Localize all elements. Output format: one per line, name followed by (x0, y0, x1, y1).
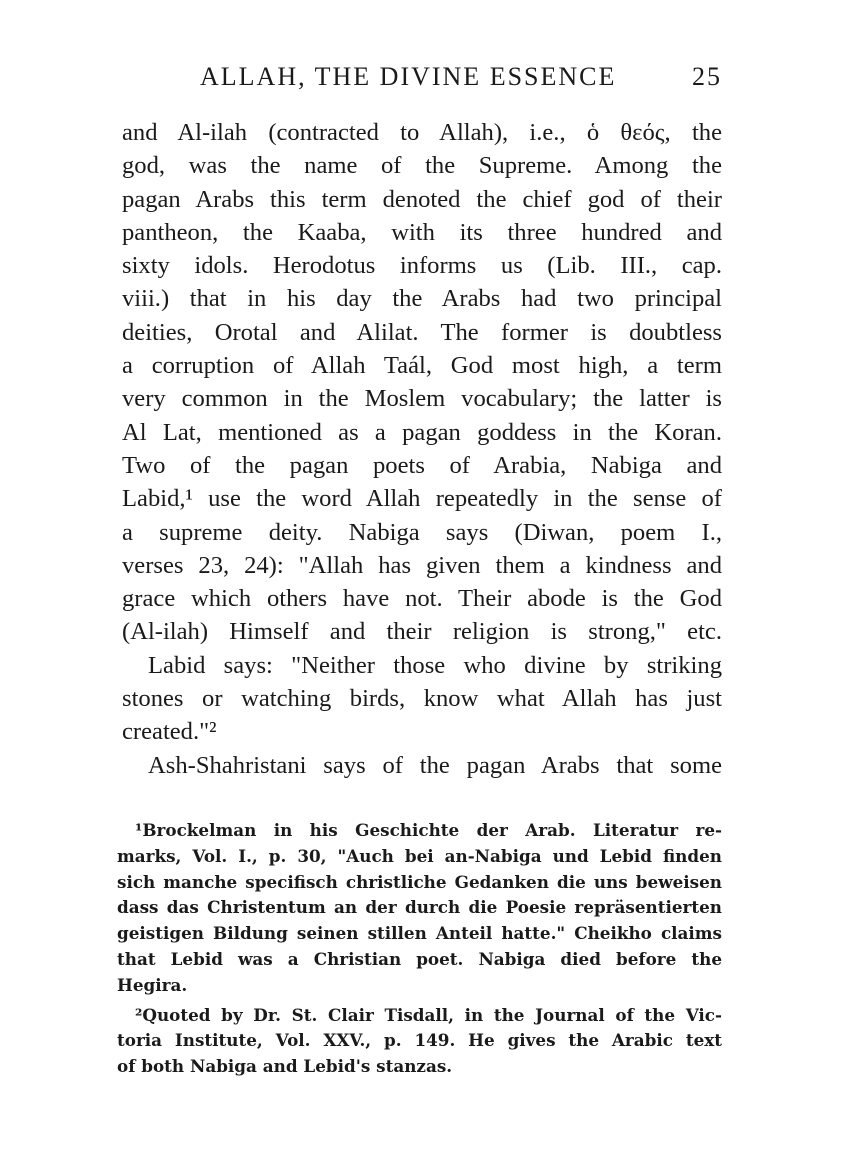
body-line: stones or watching birds, know what Allah has just (122, 685, 722, 713)
footnote-line: toria Institute, Vol. XXV., p. 149. He gives the Arabic text (117, 1030, 722, 1051)
body-line: a supreme deity. Nabiga says (Diwan, poem I., (122, 518, 722, 546)
footnote-line: sich manche specifisch christliche Gedanken die uns beweisen (117, 871, 722, 892)
body-text (122, 116, 722, 782)
body-line: god, was the name of the Supreme. Among the (122, 152, 722, 180)
footnote-line: ¹Brockelman in his Geschichte der Arab. Literatur re- (135, 820, 722, 840)
body-line: Ash-Shahristani says of the pagan Arabs that some (148, 751, 722, 779)
body-line: and Al-ilah (contracted to Allah), i.e., ὁ θεός, the (122, 119, 722, 146)
footnote-line: Hegira. (117, 974, 188, 995)
footnotes (117, 818, 722, 1080)
body-line: sixty idols. Herodotus informs us (Lib. III., cap. (122, 252, 722, 280)
footnote-line: of both Nabiga and Lebid's stanzas. (117, 1056, 453, 1077)
body-line: Labid says: "Neither those who divine by striking (148, 651, 722, 679)
body-line: Labid,¹ use the word Allah repeatedly in the sense of (122, 485, 722, 513)
footnote-line: geistigen Bildung seinen stillen Anteil hatte." Cheikho claims (117, 923, 722, 944)
body-line: very common in the Moslem vocabulary; the latter is (122, 385, 722, 413)
body-line: pagan Arabs this term denoted the chief god of their (122, 185, 722, 213)
body-line: deities, Orotal and Alilat. The former is doubtless (122, 318, 722, 346)
running-head-title: ALLAH, THE DIVINE ESSENCE (200, 62, 617, 91)
body-line: (Al-ilah) Himself and their religion is strong," etc. (122, 618, 722, 646)
footnote-line: ²Quoted by Dr. St. Clair Tisdall, in the Journal of the Vic- (135, 1004, 722, 1025)
footnote-line: marks, Vol. I., p. 30, "Auch bei an-Nabiga und Lebid finden (117, 845, 722, 866)
running-head (122, 62, 722, 96)
footnote-line: that Lebid was a Christian poet. Nabiga died before the (117, 948, 722, 969)
body-line: pantheon, the Kaaba, with its three hundred and (122, 218, 722, 246)
body-line: Al Lat, mentioned as a pagan goddess in the Koran. (122, 418, 722, 446)
body-line: Two of the pagan poets of Arabia, Nabiga and (122, 451, 722, 479)
body-line: grace which others have not. Their abode is the God (122, 585, 722, 613)
body-line: viii.) that in his day the Arabs had two principal (122, 285, 722, 313)
body-line: created."² (122, 718, 217, 746)
body-line: a corruption of Allah Taál, God most high, a term (122, 352, 722, 380)
footnote-line: dass das Christentum an der durch die Poesie repräsentierten (117, 897, 722, 918)
body-line: verses 23, 24): "Allah has given them a kindness and (122, 551, 722, 579)
page-number: 25 (692, 62, 722, 91)
